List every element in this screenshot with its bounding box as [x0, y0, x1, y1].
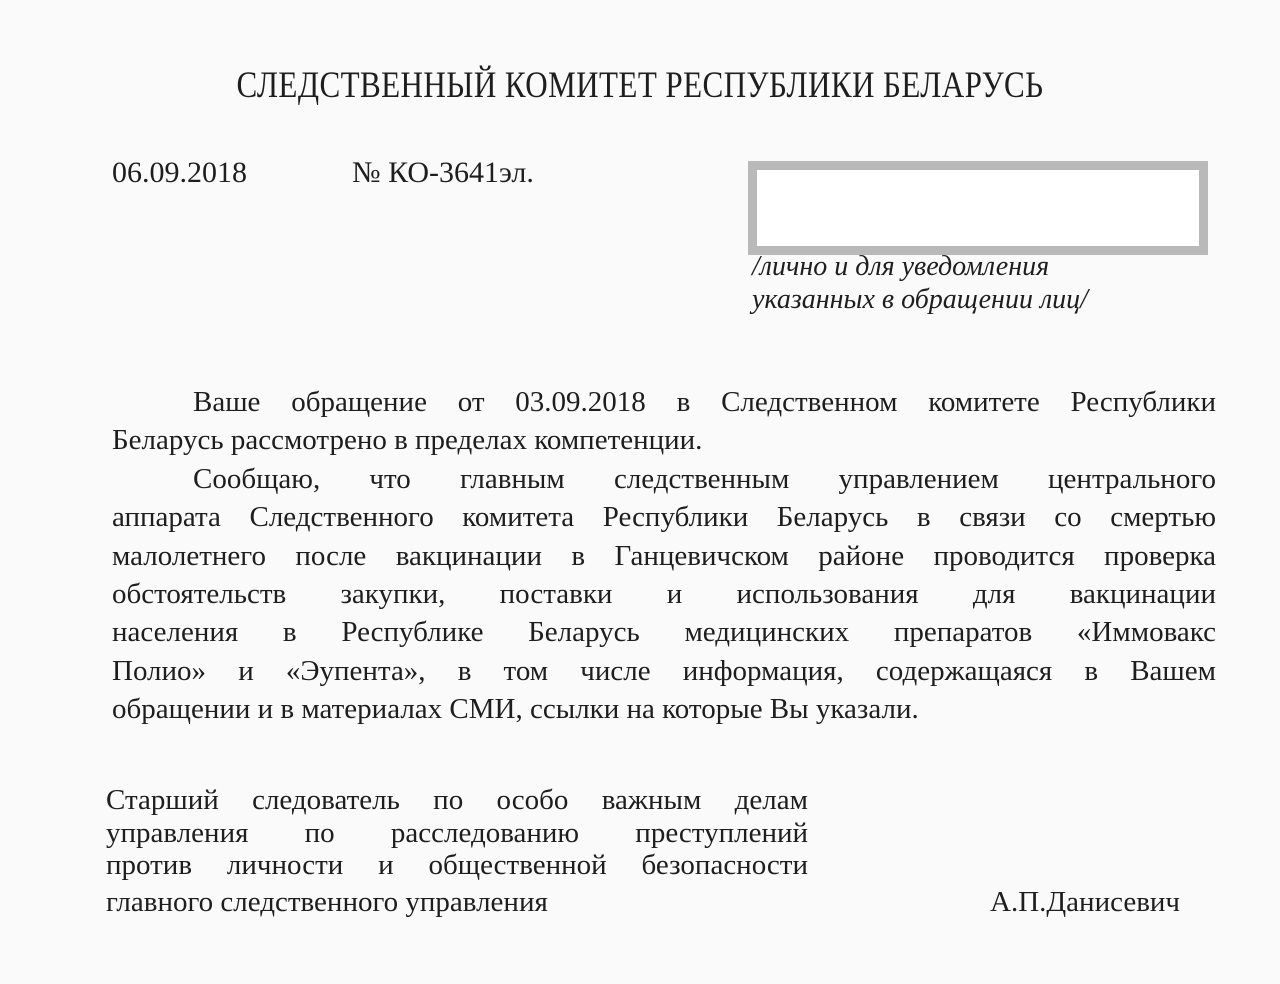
text-line: обращении и в материалах СМИ, ссылки на которые Вы указали.: [112, 693, 919, 726]
signature-department: главного следственного управления: [106, 886, 548, 918]
letter-body: [112, 383, 1216, 729]
reference-number: № КО-3641эл.: [352, 156, 534, 189]
signature-position-block: [106, 784, 808, 882]
text-line: аппарата Следственного комитета Республики Беларусь в связи со смертью: [112, 501, 1216, 534]
recipient-address-box: [748, 161, 1208, 255]
letterhead-title: СЛЕДСТВЕННЫЙ КОМИТЕТ РЕСПУБЛИКИ БЕЛАРУСЬ: [236, 65, 1044, 106]
text-line: /лично и для уведомления: [752, 251, 1050, 282]
text-line: управления по расследованию преступлений: [106, 816, 808, 849]
letter-date: 06.09.2018: [112, 156, 247, 189]
text-line: Сообщаю, что главным следственным управлением центрального: [193, 462, 1216, 495]
body-paragraph-1: [112, 383, 1216, 460]
text-line: Ваше обращение от 03.09.2018 в Следственном комитете Республики: [193, 386, 1216, 418]
text-line: Беларусь рассмотрено в пределах компетенции.: [112, 424, 703, 457]
text-line: населения в Республике Беларусь медицинских препаратов «Иммовакс: [112, 616, 1216, 649]
text-line: Старший следователь по особо важным делам: [106, 784, 808, 816]
text-line: против личности и общественной безопасности: [106, 849, 808, 881]
signature-final-row: [106, 886, 1216, 919]
text-line: Полио» и «Эупента», в том числе информация, содержащаяся в Вашем: [112, 654, 1216, 687]
text-line: малолетнего после вакцинации в Ганцевичском районе проводится проверка: [112, 539, 1216, 572]
delivery-note: [752, 250, 1222, 316]
text-line: указанных в обращении лиц/: [752, 284, 1088, 315]
text-line: обстоятельств закупки, поставки и использования для вакцинации: [112, 578, 1216, 611]
signature-name: А.П.Данисевич: [990, 886, 1180, 918]
body-paragraph-2: [112, 460, 1216, 729]
